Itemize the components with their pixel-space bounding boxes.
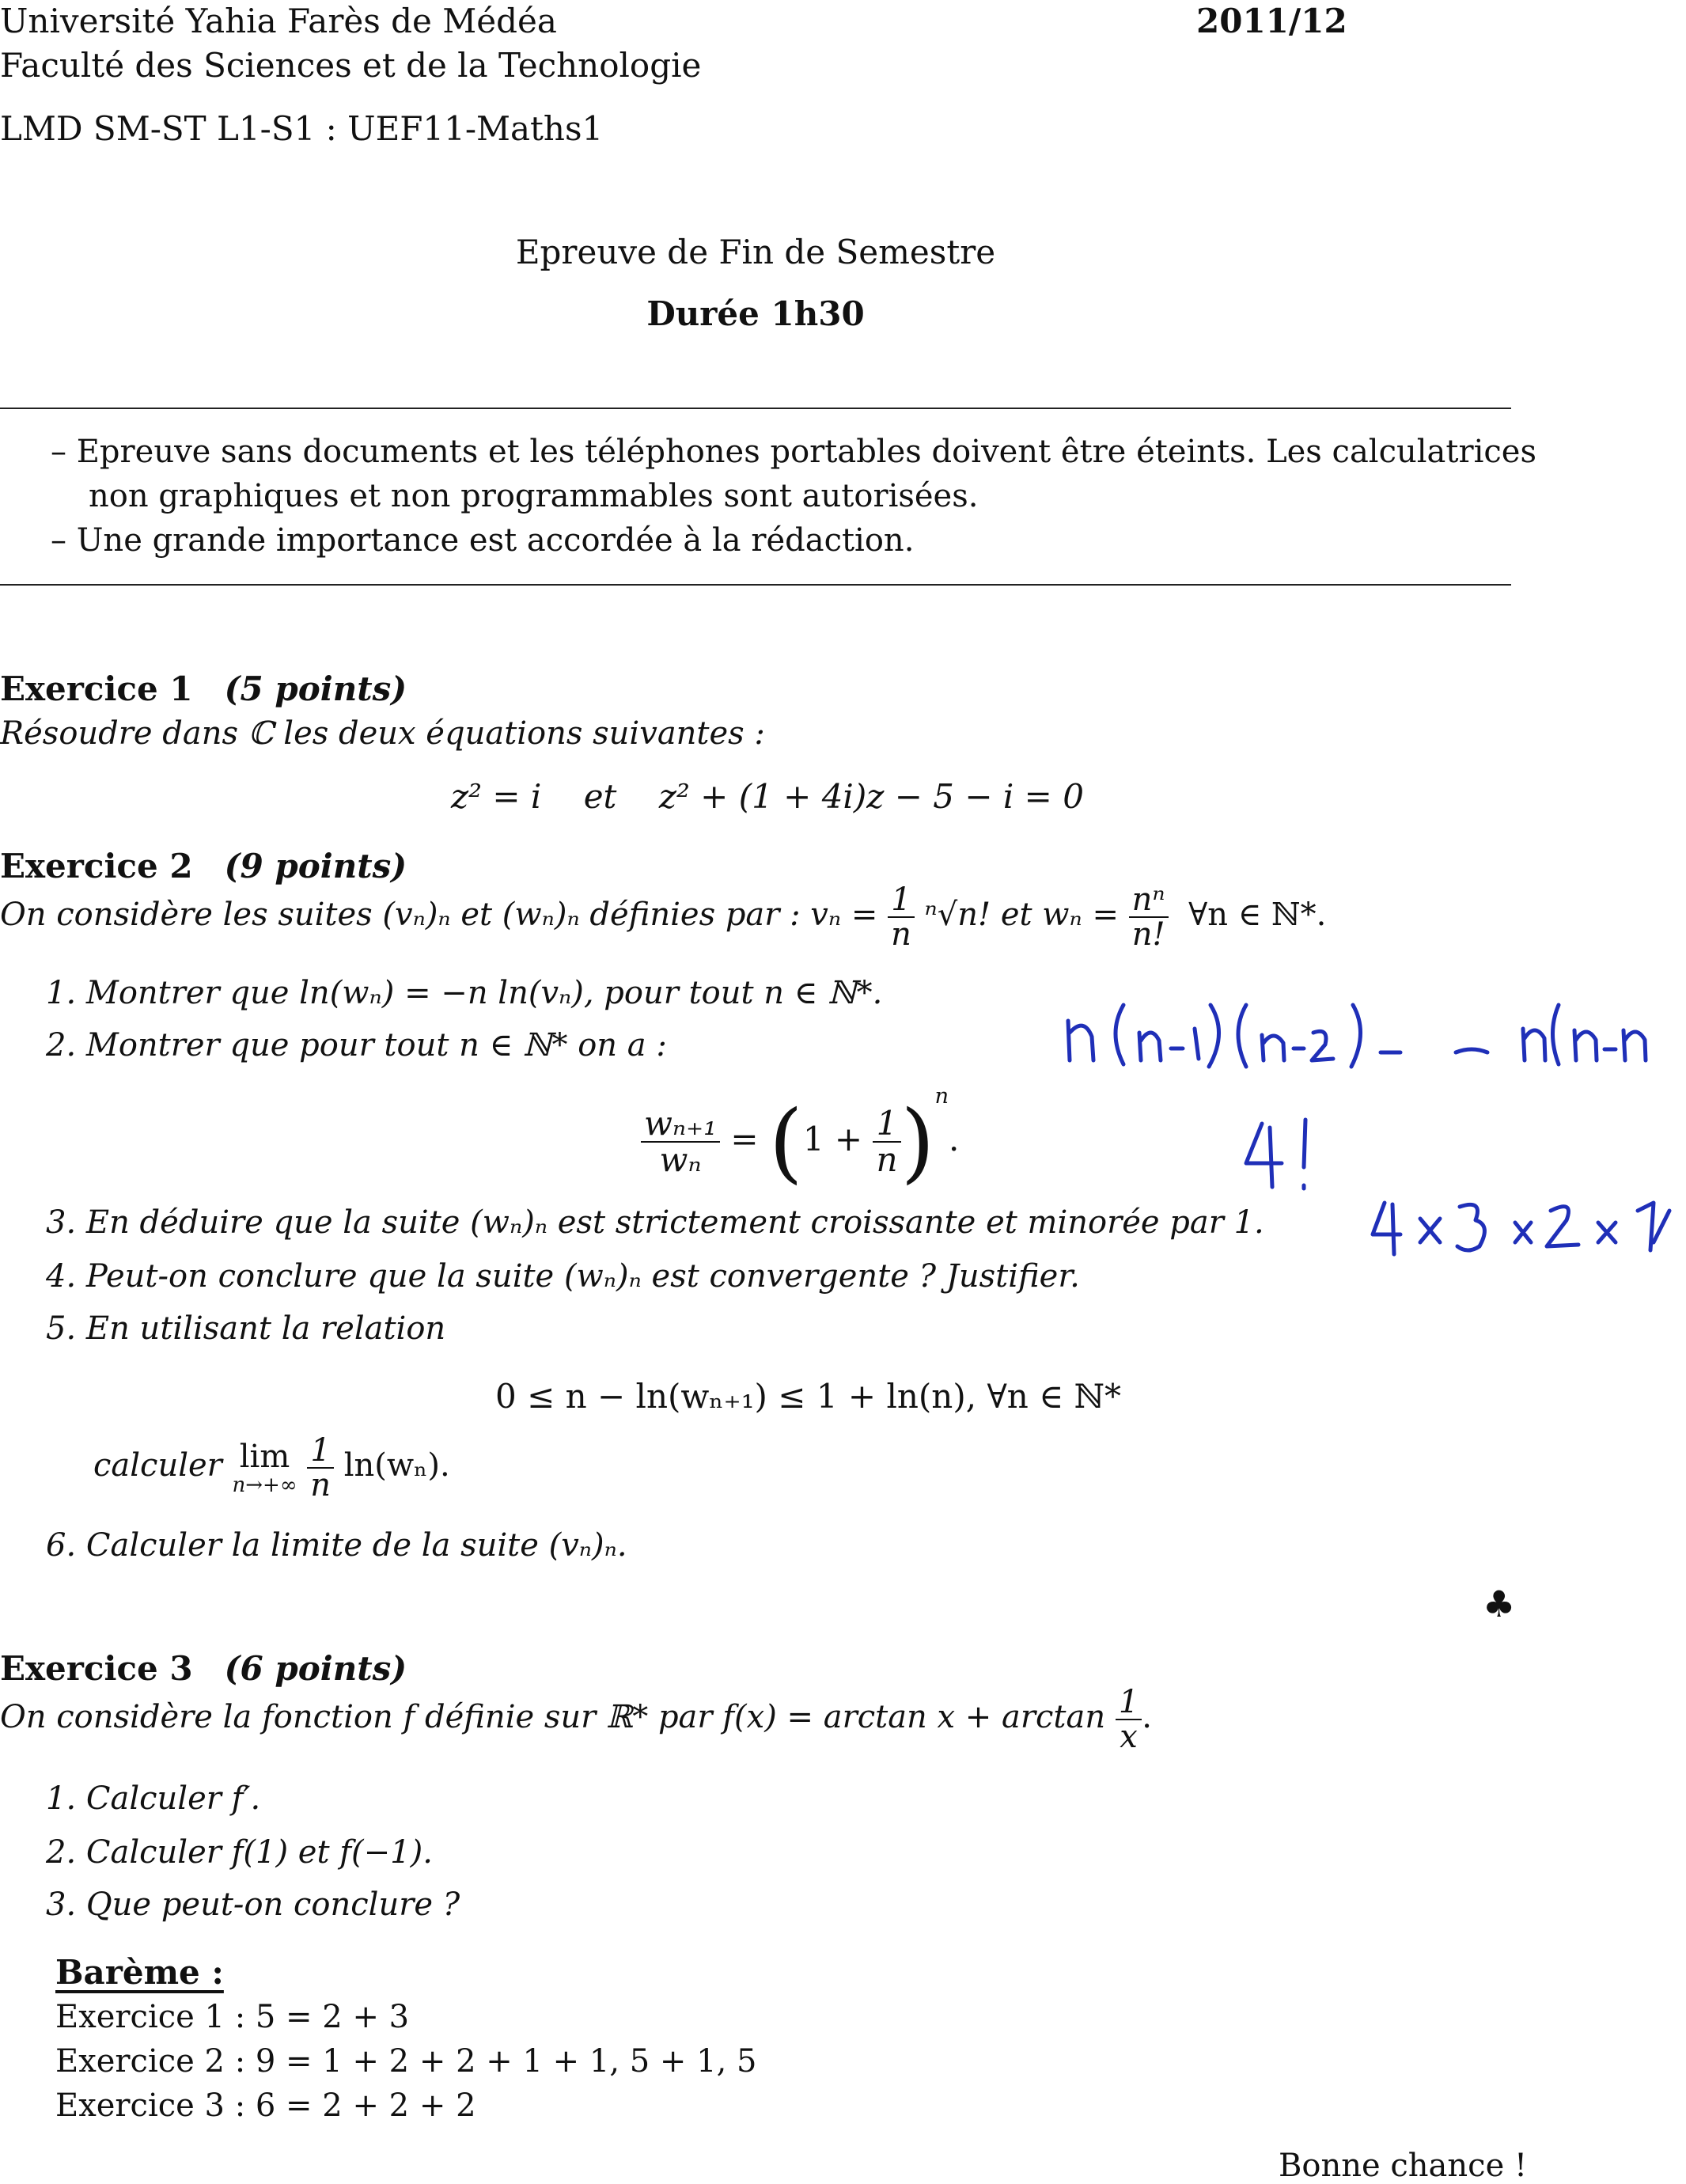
bareme-line-3: Exercice 3 : 6 = 2 + 2 + 2 <box>55 2087 476 2124</box>
ex2-frac-1-over-n <box>888 883 915 951</box>
ex1-heading <box>0 669 407 708</box>
bareme-line-1: Exercice 1 : 5 = 2 + 3 <box>55 1999 410 2035</box>
ex2-title: Exercice 2 <box>0 847 193 885</box>
ex2-frac-nn-over-nfact <box>1129 883 1169 951</box>
frac-num: 1 <box>873 1106 900 1143</box>
closing-text: Bonne chance ! <box>1279 2148 1528 2184</box>
club-icon: ♣ <box>1483 1583 1516 1625</box>
ex1-equations <box>451 777 1084 816</box>
ex2-q5-limit <box>233 1439 297 1497</box>
ex2-q5-tail: ln(wₙ). <box>343 1447 450 1484</box>
ex2-question-6: 6. Calculer la limite de la suite (vₙ)ₙ. <box>46 1527 627 1564</box>
ex2-q5-relation: 0 ≤ n − ln(wₙ₊₁) ≤ 1 + ln(n), ∀n ∈ ℕ* <box>495 1377 1122 1416</box>
ex2-question-5: 5. En utilisant la relation <box>46 1310 446 1347</box>
frac-den: x <box>1120 1719 1138 1755</box>
frac-den: wₙ <box>659 1140 702 1179</box>
ex2-intro-text-c: ∀n ∈ ℕ*. <box>1188 897 1327 933</box>
limit-word: lim <box>239 1438 290 1475</box>
ex2-q2-rhs-frac <box>873 1103 900 1179</box>
instruction-line-1: – Epreuve sans documents et les téléphones portables doivent être éteints. Les calculatrices <box>51 434 1536 470</box>
ex2-intro-text-a: On considère les suites (vₙ)ₙ et (wₙ)ₙ définies par : vₙ = <box>0 897 878 933</box>
ex1-statement: Résoudre dans ℂ les deux équations suivantes : <box>0 715 765 752</box>
university-name: Université Yahia Farès de Médéa <box>0 2 557 40</box>
ex3-frac-1-over-x <box>1116 1685 1142 1754</box>
faculty-name: Faculté des Sciences et de la Technologie <box>0 46 702 85</box>
frac-num: wₙ₊₁ <box>641 1106 720 1143</box>
limit-subscript: n→+∞ <box>232 1473 297 1497</box>
ex2-q2-equals: = <box>730 1120 759 1158</box>
frac-den: n <box>891 916 911 953</box>
ex3-intro-text: On considère la fonction f définie sur ℝ* par f(x) = arctan x + arctan <box>0 1699 1106 1735</box>
ex2-question-3: 3. En déduire que la suite (wₙ)ₙ est strictement croissante et minorée par 1. <box>46 1204 1264 1241</box>
bareme-title: Barème : <box>55 1953 224 1992</box>
ex2-q2-exponent: n <box>934 1084 949 1109</box>
ex2-q2-lhs <box>641 1103 720 1179</box>
frac-den: n <box>310 1467 331 1503</box>
ex1-points: (5 points) <box>224 669 407 708</box>
frac-num: 1 <box>888 883 915 918</box>
top-rule <box>0 408 1511 409</box>
ex3-intro: On considère la fonction f définie sur ℝ* par f(x) = arctan x + arctan $\frac{1}{x}$ . <box>0 1684 1152 1755</box>
ex2-q2-formula: $\frac{\text{wₙ₊₁}}{\text{wₙ}}$ = (1 + $\frac{1}{n}$ )$^n$. <box>641 1084 959 1185</box>
ex3-question-2: 2. Calculer f(1) et f(−1). <box>46 1834 433 1871</box>
exam-duration: Durée 1h30 <box>646 294 865 333</box>
ex2-nth-root: ⁿ√n! <box>924 897 991 933</box>
ex2-q5-frac <box>307 1434 334 1502</box>
frac-num: nⁿ <box>1129 883 1169 918</box>
ex2-q2-one-plus: 1 + <box>802 1120 863 1158</box>
frac-num: 1 <box>307 1434 334 1469</box>
instruction-line-2: non graphiques et non programmables sont autorisées. <box>89 478 979 514</box>
ex3-question-1: 1. Calculer f′. <box>46 1780 261 1817</box>
handwritten-annotation <box>1052 973 1685 1258</box>
ex2-intro <box>0 883 1326 951</box>
ex1-title: Exercice 1 <box>0 669 193 708</box>
frac-num: 1 <box>1116 1685 1142 1720</box>
ex3-question-3: 3. Que peut-on conclure ? <box>46 1886 460 1923</box>
ex2-question-2: 2. Montrer que pour tout n ∈ ℕ* on a : <box>46 1027 667 1064</box>
bottom-rule <box>0 584 1511 586</box>
bareme-line-2: Exercice 2 : 9 = 1 + 2 + 2 + 1 + 1, 5 + 1, 5 <box>55 2043 757 2080</box>
ex3-title: Exercice 3 <box>0 1649 193 1688</box>
ex2-q5-calc-line <box>93 1434 450 1502</box>
ex2-q5-calc-word: calculer <box>93 1447 222 1484</box>
ex2-question-4: 4. Peut-on conclure que la suite (wₙ)ₙ est convergente ? Justifier. <box>46 1258 1080 1295</box>
academic-year: 2011/12 <box>1196 2 1347 40</box>
ex1-equation-b: z² + (1 + 4i)z − 5 − i = 0 <box>658 777 1084 816</box>
ex3-points: (6 points) <box>224 1649 407 1688</box>
exam-title: Epreuve de Fin de Semestre <box>515 233 996 271</box>
ex2-points: (9 points) <box>224 847 407 885</box>
ex3-heading <box>0 1649 407 1688</box>
left-paren: ( <box>768 1091 803 1192</box>
ex2-question-1: 1. Montrer que ln(wₙ) = −n ln(vₙ), pour tout n ∈ ℕ*. <box>46 975 883 1011</box>
ex2-heading <box>0 847 407 885</box>
course-code: LMD SM-ST L1-S1 : UEF11-Maths1 <box>0 109 604 148</box>
instruction-line-3: – Une grande importance est accordée à la rédaction. <box>51 522 915 559</box>
frac-den: n! <box>1131 916 1165 953</box>
ex1-and: et <box>583 777 617 816</box>
frac-den: n <box>876 1140 898 1179</box>
ex1-equation-a: z² = i <box>451 777 542 816</box>
ex2-intro-text-b: et wₙ = <box>1000 897 1119 933</box>
right-paren: ) <box>900 1091 935 1192</box>
